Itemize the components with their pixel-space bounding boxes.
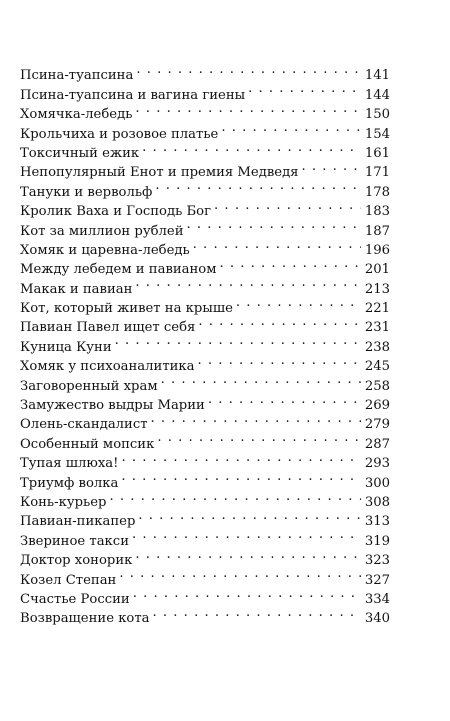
toc-dot-leader xyxy=(193,235,361,254)
toc-entry-title: Олень-скандалист xyxy=(20,417,148,433)
toc-entry-page-number: 287 xyxy=(364,436,390,452)
toc-entry-title: Псина-туапсина и вагина гиены xyxy=(20,87,246,103)
toc-entry-page-number: 231 xyxy=(364,320,390,336)
toc-entry-title: Замужество выдры Марии xyxy=(20,398,205,414)
toc-entry-page-number: 238 xyxy=(364,339,390,355)
toc-entry-title: Псина-туапсина xyxy=(20,68,134,84)
toc-dot-leader xyxy=(151,409,361,428)
toc-entry-title: Тупая шлюха! xyxy=(20,456,119,472)
toc-entry-page-number: 308 xyxy=(364,494,390,510)
toc-entry-page-number: 327 xyxy=(364,572,390,588)
toc-entry-page-number: 319 xyxy=(364,533,390,549)
toc-entry-title: Тануки и вервольф xyxy=(20,184,153,200)
toc-dot-leader xyxy=(157,428,361,447)
toc-entry-title: Звериное такси xyxy=(20,533,129,549)
toc-entry-title: Заговоренный храм xyxy=(20,378,158,394)
toc-entry-page-number: 178 xyxy=(364,184,390,200)
toc-entry-page-number: 293 xyxy=(364,456,390,472)
toc-dot-leader xyxy=(136,60,361,79)
toc-entry-page-number: 245 xyxy=(364,359,390,375)
toc-entry-page-number: 340 xyxy=(364,611,390,627)
toc-dot-leader xyxy=(214,196,361,215)
toc-entry-title: Непопулярный Енот и премия Медведя xyxy=(20,165,299,181)
toc-entry-page-number: 323 xyxy=(364,553,390,569)
toc-entry-page-number: 183 xyxy=(364,204,390,220)
toc-dot-leader xyxy=(135,545,361,564)
toc-entry-page-number: 221 xyxy=(364,301,390,317)
toc-dot-leader xyxy=(138,506,361,525)
toc-entry-page-number: 201 xyxy=(364,262,390,278)
toc-entry-title: Хомяк у психоаналитика xyxy=(20,359,195,375)
toc-entry-title: Хомячка-лебедь xyxy=(20,107,133,123)
toc-entry-page-number: 258 xyxy=(364,378,390,394)
toc-dot-leader xyxy=(109,487,361,506)
toc-dot-leader xyxy=(220,254,361,273)
toc-dot-leader xyxy=(208,390,361,409)
toc-entry-page-number: 196 xyxy=(364,242,390,258)
toc-entry-title: Павиан Павел ищет себя xyxy=(20,320,196,336)
toc-entry-title: Возвращение кота xyxy=(20,611,150,627)
toc-entry-page-number: 187 xyxy=(364,223,390,239)
toc-dot-leader xyxy=(115,331,361,350)
toc-dot-leader xyxy=(135,273,361,292)
toc-entry-title: Макак и павиан xyxy=(20,281,133,297)
toc-dot-leader xyxy=(198,351,361,370)
toc-entry-title: Козел Степан xyxy=(20,572,117,588)
toc-dot-leader xyxy=(248,79,361,98)
toc-entry-title: Куница Куни xyxy=(20,339,112,355)
toc-entry-page-number: 154 xyxy=(364,126,390,142)
toc-dot-leader xyxy=(119,564,361,583)
toc-dot-leader xyxy=(135,99,361,118)
toc-entry-page-number: 334 xyxy=(364,591,390,607)
toc-dot-leader xyxy=(132,525,361,544)
toc-dot-leader xyxy=(121,467,361,486)
toc-entry-title: Кот, который живет на крыше xyxy=(20,301,233,317)
toc-dot-leader xyxy=(153,603,361,622)
toc-entry-page-number: 269 xyxy=(364,398,390,414)
toc-entry-title: Доктор хонорик xyxy=(20,553,133,569)
table-of-contents xyxy=(20,60,390,627)
toc-dot-leader xyxy=(187,215,361,234)
toc-entry-page-number: 141 xyxy=(364,68,390,84)
toc-dot-leader xyxy=(302,157,361,176)
toc-entry-page-number: 279 xyxy=(364,417,390,433)
toc-entry-page-number: 300 xyxy=(364,475,390,491)
toc-dot-leader xyxy=(133,584,361,603)
toc-entry-page-number: 213 xyxy=(364,281,390,297)
toc-entry-title: Кот за миллион рублей xyxy=(20,223,184,239)
toc-entry xyxy=(20,60,390,84)
toc-dot-leader xyxy=(121,448,361,467)
toc-entry-title: Между лебедем и павианом xyxy=(20,262,217,278)
toc-entry-page-number: 313 xyxy=(364,514,390,530)
toc-entry-title: Особенный мопсик xyxy=(20,436,155,452)
toc-dot-leader xyxy=(236,293,361,312)
toc-dot-leader xyxy=(155,176,361,195)
toc-entry-title: Конь-курьер xyxy=(20,494,107,510)
toc-entry-page-number: 171 xyxy=(364,165,390,181)
toc-entry-title: Токсичный ежик xyxy=(20,145,140,161)
toc-dot-leader xyxy=(198,312,361,331)
toc-entry-title: Кролик Ваха и Господь Бог xyxy=(20,204,212,220)
toc-entry-page-number: 161 xyxy=(364,145,390,161)
toc-entry-page-number: 144 xyxy=(364,87,390,103)
toc-dot-leader xyxy=(161,370,361,389)
toc-entry-title: Счастье России xyxy=(20,591,130,607)
toc-entry-title: Хомяк и царевна-лебедь xyxy=(20,242,190,258)
toc-dot-leader xyxy=(142,138,361,157)
toc-entry-page-number: 150 xyxy=(364,107,390,123)
toc-entry-title: Павиан-пикапер xyxy=(20,514,136,530)
toc-entry-title: Триумф волка xyxy=(20,475,119,491)
toc-dot-leader xyxy=(221,118,361,137)
toc-entry-title: Крольчиха и розовое платье xyxy=(20,126,219,142)
